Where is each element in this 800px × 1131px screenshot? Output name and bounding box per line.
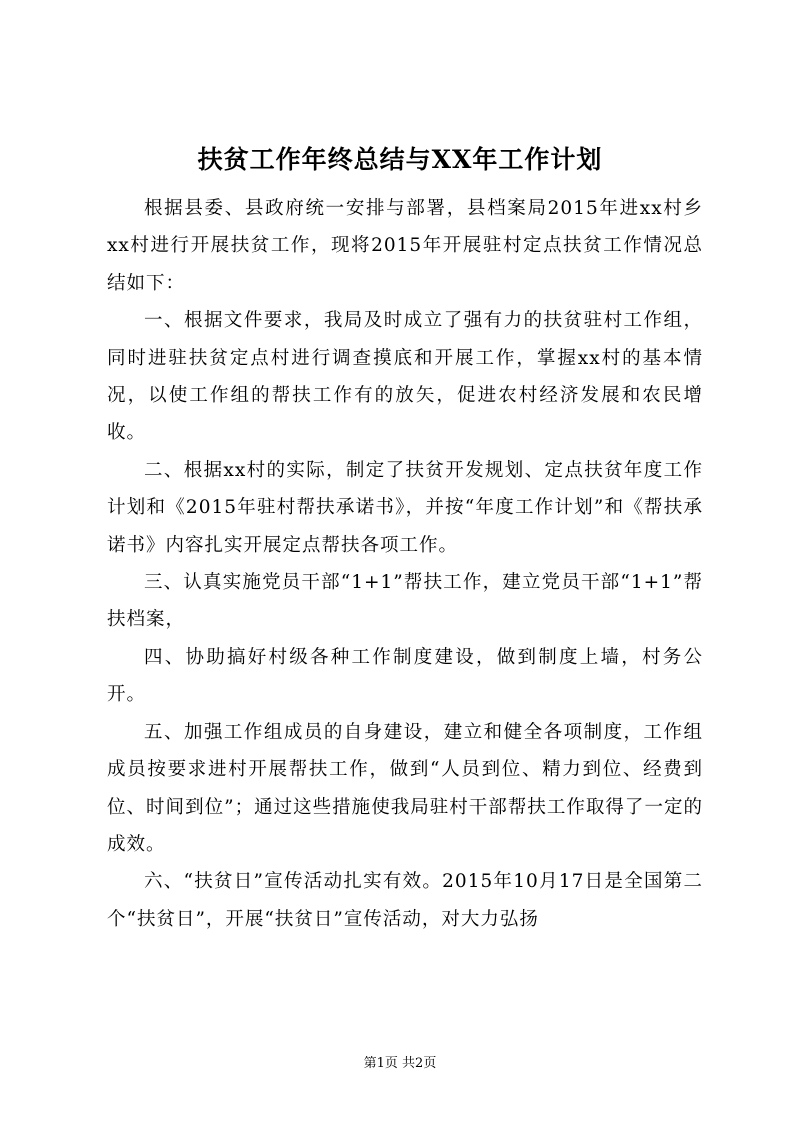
paragraph-3: 三、认真实施党员干部“1+1”帮扶工作，建立党员干部“1+1”帮扶档案， [107, 572, 703, 631]
paragraph-intro: 根据县委、县政府统一安排与部署，县档案局2015年进xx村乡xx村进行开展扶贫工作，现将2015年开展驻村定点扶贫工作情况总结如下： [107, 198, 703, 294]
page-title: 扶贫工作年终总结与XX年工作计划 [197, 145, 603, 174]
paragraph-2: 二、根据xx村的实际，制定了扶贫开发规划、定点扶贫年度工作计划和《2015年驻村帮扶承诺书》，并按“年度工作计划”和《帮扶承诺书》内容扎实开展定点帮扶各项工作。 [107, 459, 703, 556]
paragraph-5: 五、加强工作组成员的自身建设，建立和健全各项制度，工作组成员按要求进村开展帮扶工作，做到“人员到位、精力到位、经费到位、时间到位”；通过这些措施使我局驻村干部帮扶工作取得了一定的成效。 [107, 721, 703, 855]
paragraph-6: 六、“扶贫日”宣传活动扎实有效。2015年10月17日是全国第二个“扶贫日”，开展“扶贫日”宣传活动，对大力弘扬 [107, 871, 703, 930]
page-footer: 第1页 共2页 [363, 1056, 437, 1071]
document-body [107, 190, 703, 938]
paragraph-1: 一、根据文件要求，我局及时成立了强有力的扶贫驻村工作组，同时进驻扶贫定点村进行调查摸底和开展工作，掌握xx村的基本情况，以使工作组的帮扶工作有的放矢，促进农村经济发展和农民增收。 [107, 310, 703, 444]
paragraph-4: 四、协助搞好村级各种工作制度建设，做到制度上墙，村务公开。 [107, 646, 703, 706]
